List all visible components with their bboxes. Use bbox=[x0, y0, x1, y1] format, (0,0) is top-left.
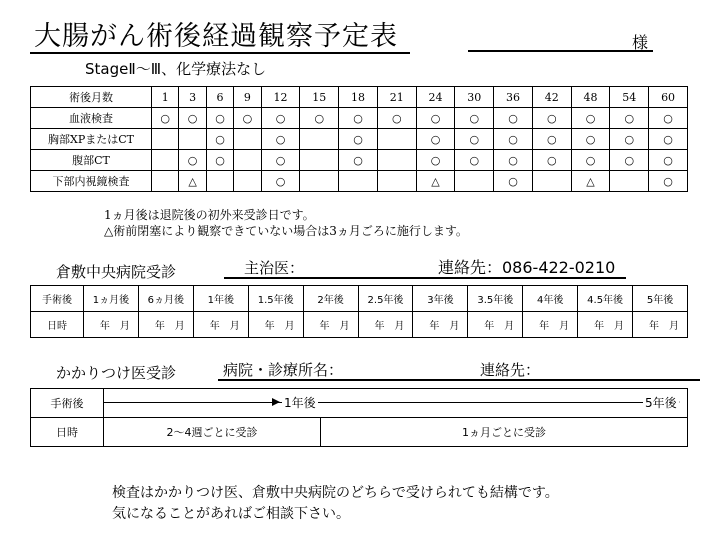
period-header: 1ヵ月後 bbox=[84, 286, 139, 312]
exam-mark: ○ bbox=[649, 129, 688, 150]
exam-mark: ○ bbox=[377, 108, 416, 129]
exam-mark bbox=[152, 171, 179, 192]
month-header: 48 bbox=[571, 87, 610, 108]
note-obstruction: △術前閉塞により観察できていない場合は3ヵ月ごろに施行します。 bbox=[104, 224, 468, 238]
exam-mark bbox=[455, 171, 494, 192]
exam-mark: ○ bbox=[416, 150, 455, 171]
exam-label: 胸部XPまたはCT bbox=[31, 129, 152, 150]
exam-mark: ○ bbox=[532, 129, 571, 150]
month-header: 18 bbox=[339, 87, 378, 108]
exam-mark bbox=[300, 150, 339, 171]
page-title: 大腸がん術後経過観察予定表 bbox=[34, 21, 398, 52]
exam-mark: ○ bbox=[610, 150, 649, 171]
date-field: 年 月 bbox=[413, 312, 468, 338]
month-header: 60 bbox=[649, 87, 688, 108]
date-field: 年 月 bbox=[523, 312, 578, 338]
exam-mark: ○ bbox=[234, 108, 261, 129]
period-header: 2.5年後 bbox=[358, 286, 413, 312]
schedule-header-label: 術後月数 bbox=[31, 87, 152, 108]
exam-mark bbox=[152, 129, 179, 150]
kurashiki-contact: 連絡先：086-422-0210 bbox=[438, 258, 616, 277]
exam-mark: ○ bbox=[179, 150, 206, 171]
postop-label: 手術後 bbox=[31, 389, 104, 418]
exam-mark: ○ bbox=[649, 108, 688, 129]
closing-note-1: 検査はかかりつけ医、倉敷中央病院のどちらで受けられても結構です。 bbox=[112, 485, 559, 501]
date-field: 年 月 bbox=[468, 312, 523, 338]
exam-mark: ○ bbox=[179, 108, 206, 129]
title-underline bbox=[30, 52, 410, 54]
patient-name-line bbox=[468, 50, 653, 52]
kurashiki-underline bbox=[224, 277, 626, 279]
kurashiki-section-title: 倉敷中央病院受診 bbox=[56, 263, 177, 281]
exam-mark bbox=[532, 171, 571, 192]
exam-label: 血液検査 bbox=[31, 108, 152, 129]
schedule-row bbox=[31, 108, 688, 129]
period-header: 5年後 bbox=[633, 286, 688, 312]
month-header: 42 bbox=[532, 87, 571, 108]
date-field: 年 月 bbox=[633, 312, 688, 338]
exam-mark bbox=[179, 129, 206, 150]
timeline-arrow bbox=[104, 402, 676, 403]
timeline-cell bbox=[104, 389, 688, 418]
exam-mark: ○ bbox=[261, 150, 300, 171]
date-field: 年 月 bbox=[84, 312, 139, 338]
date-field: 年 月 bbox=[193, 312, 248, 338]
month-header: 21 bbox=[377, 87, 416, 108]
exam-mark: △ bbox=[179, 171, 206, 192]
schedule-header-row bbox=[31, 87, 688, 108]
schedule-row bbox=[31, 150, 688, 171]
date-label: 日時 bbox=[31, 312, 84, 338]
patient-honorific: 様 bbox=[632, 33, 649, 52]
visit-frequency-late: 1ヵ月ごとに受診 bbox=[321, 418, 688, 447]
exam-mark: ○ bbox=[152, 108, 179, 129]
exam-mark bbox=[300, 171, 339, 192]
exam-mark: ○ bbox=[261, 129, 300, 150]
exam-mark bbox=[206, 171, 233, 192]
exam-mark: ○ bbox=[261, 108, 300, 129]
exam-mark: ○ bbox=[610, 108, 649, 129]
date-field: 年 月 bbox=[303, 312, 358, 338]
date-field: 年 月 bbox=[248, 312, 303, 338]
exam-mark: ○ bbox=[494, 150, 533, 171]
exam-mark: ○ bbox=[300, 108, 339, 129]
visit-frequency-early: 2～4週ごとに受診 bbox=[104, 418, 321, 447]
date-row bbox=[31, 312, 688, 338]
schedule-row bbox=[31, 171, 688, 192]
schedule-row bbox=[31, 129, 688, 150]
arrow-label-5yr: 5年後 bbox=[645, 396, 677, 410]
clinic-underline bbox=[218, 379, 700, 381]
period-header: 4.5年後 bbox=[578, 286, 633, 312]
exam-mark: ○ bbox=[494, 129, 533, 150]
exam-mark: ○ bbox=[649, 171, 688, 192]
postop-label: 手術後 bbox=[31, 286, 84, 312]
attending-doctor-label: 主治医： bbox=[244, 259, 305, 277]
subtitle: StageⅡ～Ⅲ、化学療法なし bbox=[85, 60, 267, 78]
clinic-contact-label: 連絡先： bbox=[480, 361, 541, 379]
exam-mark: ○ bbox=[649, 150, 688, 171]
exam-mark bbox=[234, 129, 261, 150]
arrow-head-1yr bbox=[272, 398, 280, 406]
exam-mark: ○ bbox=[339, 129, 378, 150]
exam-mark bbox=[377, 171, 416, 192]
exam-mark: ○ bbox=[261, 171, 300, 192]
exam-mark: ○ bbox=[610, 129, 649, 150]
date-field: 年 月 bbox=[138, 312, 193, 338]
month-header: 1 bbox=[152, 87, 179, 108]
kurashiki-visit-table bbox=[30, 285, 688, 338]
exam-mark bbox=[152, 150, 179, 171]
exam-mark bbox=[377, 129, 416, 150]
month-header: 3 bbox=[179, 87, 206, 108]
month-header: 15 bbox=[300, 87, 339, 108]
month-header: 54 bbox=[610, 87, 649, 108]
exam-mark: ○ bbox=[455, 129, 494, 150]
exam-mark: ○ bbox=[206, 108, 233, 129]
date-label: 日時 bbox=[31, 418, 104, 447]
closing-note-2: 気になることがあればご相談下さい。 bbox=[112, 506, 350, 522]
period-header: 1.5年後 bbox=[248, 286, 303, 312]
exam-mark: △ bbox=[571, 171, 610, 192]
family-doctor-visit-table bbox=[30, 388, 688, 447]
month-header: 9 bbox=[234, 87, 261, 108]
exam-label: 下部内視鏡検査 bbox=[31, 171, 152, 192]
exam-mark: ○ bbox=[416, 129, 455, 150]
exam-mark: ○ bbox=[455, 108, 494, 129]
period-header: 3年後 bbox=[413, 286, 468, 312]
month-header: 36 bbox=[494, 87, 533, 108]
date-field: 年 月 bbox=[358, 312, 413, 338]
exam-mark: ○ bbox=[494, 108, 533, 129]
exam-mark bbox=[234, 150, 261, 171]
month-header: 30 bbox=[455, 87, 494, 108]
exam-mark: ○ bbox=[206, 129, 233, 150]
exam-mark: ○ bbox=[494, 171, 533, 192]
note-first-visit: 1ヵ月後は退院後の初外来受診日です。 bbox=[104, 208, 315, 222]
exam-mark: ○ bbox=[339, 108, 378, 129]
exam-mark: ○ bbox=[571, 129, 610, 150]
clinic-name-label: 病院・診療所名： bbox=[223, 361, 344, 379]
exam-mark: ○ bbox=[532, 150, 571, 171]
exam-mark: ○ bbox=[339, 150, 378, 171]
family-doctor-section-title: かかりつけ医受診 bbox=[56, 364, 177, 382]
exam-mark bbox=[300, 129, 339, 150]
exam-mark: ○ bbox=[532, 108, 571, 129]
exam-mark: ○ bbox=[571, 150, 610, 171]
exam-mark bbox=[234, 171, 261, 192]
period-header: 1年後 bbox=[193, 286, 248, 312]
period-row bbox=[31, 286, 688, 312]
month-header: 24 bbox=[416, 87, 455, 108]
exam-mark: ○ bbox=[416, 108, 455, 129]
period-header: 4年後 bbox=[523, 286, 578, 312]
exam-schedule-table bbox=[30, 86, 688, 192]
month-header: 12 bbox=[261, 87, 300, 108]
exam-mark bbox=[339, 171, 378, 192]
exam-mark: ○ bbox=[455, 150, 494, 171]
month-header: 6 bbox=[206, 87, 233, 108]
period-header: 6ヵ月後 bbox=[138, 286, 193, 312]
exam-mark: ○ bbox=[206, 150, 233, 171]
arrow-label-1yr: 1年後 bbox=[284, 396, 316, 410]
exam-mark: ○ bbox=[571, 108, 610, 129]
exam-mark bbox=[610, 171, 649, 192]
date-field: 年 月 bbox=[578, 312, 633, 338]
exam-mark bbox=[377, 150, 416, 171]
period-header: 2年後 bbox=[303, 286, 358, 312]
exam-mark: △ bbox=[416, 171, 455, 192]
exam-label: 腹部CT bbox=[31, 150, 152, 171]
period-header: 3.5年後 bbox=[468, 286, 523, 312]
